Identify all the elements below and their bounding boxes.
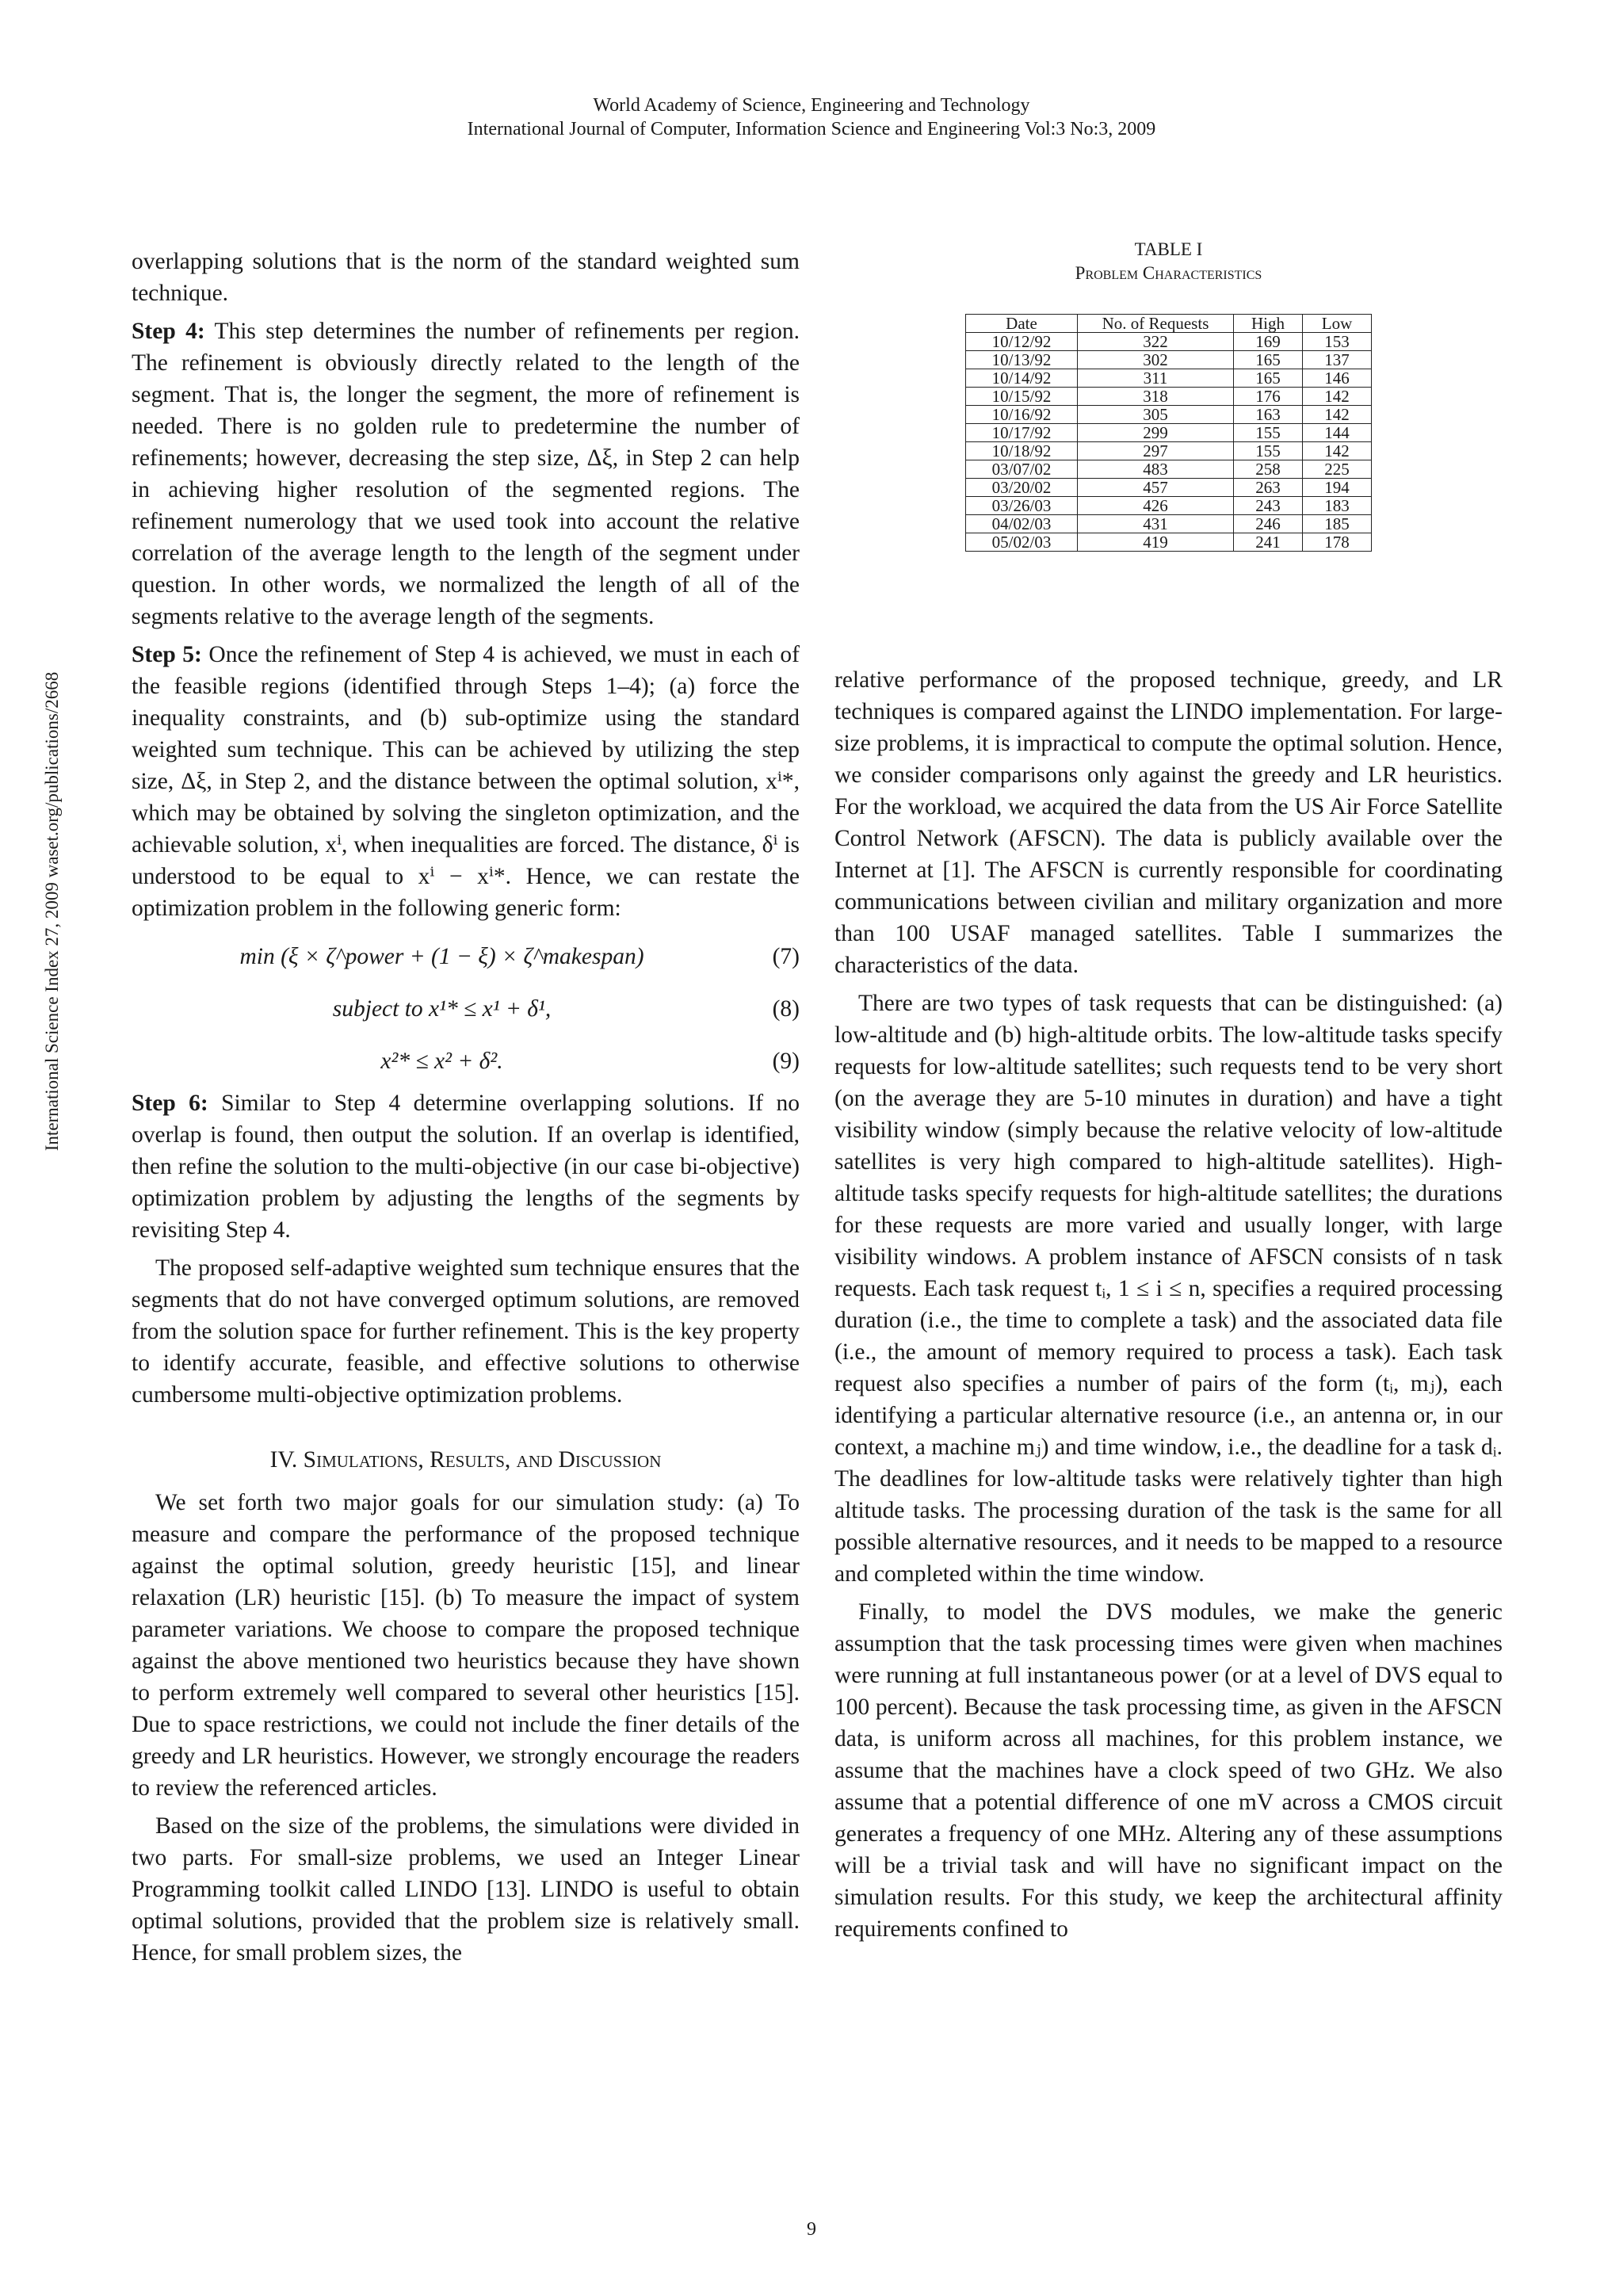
table-cell: 153 <box>1303 333 1372 351</box>
page-number: 9 <box>807 2219 816 2240</box>
table-cell: 10/18/92 <box>966 442 1078 460</box>
step-4-text: This step determines the number of refinements per region. The refinement is obviously directly related to the length of the segment. That is, the longer the segment, the more of refinement is needed. There is no golden rule to predetermine the number of refinements; however, decreasing the step size, Δξ, in Step 2 can help in achieving higher resolution of the segmented regions. The refinement numerology that we used took into account the relative correlation of the average length to the length of the segment under question. In other words, we normalized the length of all of the segments relative to the average length of the segments. <box>132 319 800 629</box>
equation-7-body: min (ξ × ζ^power + (1 − ξ) × ζ^makespan) <box>239 944 644 969</box>
table-cell: 10/16/92 <box>966 406 1078 424</box>
table-row <box>966 424 1372 442</box>
step-4-label: Step 4: <box>132 319 205 344</box>
table-header-cell: Low <box>1303 315 1372 333</box>
table-row <box>966 442 1372 460</box>
table-header-cell: High <box>1234 315 1303 333</box>
paragraph-continuation: overlapping solutions that is the norm of the standard weighted sum technique. <box>132 249 800 306</box>
table-cell: 185 <box>1303 515 1372 533</box>
step-6-label: Step 6: <box>132 1091 208 1116</box>
table-cell: 146 <box>1303 369 1372 388</box>
proposed-technique-paragraph: The proposed self-adaptive weighted sum technique ensures that the segments that do not have converged optimum solutions, are removed from the solution space for further refinement. This is the key property to identify accurate, feasible, and effective solutions to otherwise cumbersome multi-objective optimization problems. <box>132 1255 800 1408</box>
table-body <box>966 333 1372 552</box>
table-cell: 142 <box>1303 388 1372 406</box>
equation-9 <box>132 1035 800 1087</box>
table-cell: 137 <box>1303 351 1372 369</box>
simulation-parts-paragraph: Based on the size of the problems, the simulations were divided in two parts. For small-size problems, we used an Integer Linear Programming toolkit called LINDO [13]. LINDO is useful to obtain optimal solutions, provided that the problem size is relatively small. Hence, for small problem sizes, the <box>132 1813 800 1966</box>
table-cell: 483 <box>1078 460 1234 479</box>
table-cell: 10/12/92 <box>966 333 1078 351</box>
table-cell: 322 <box>1078 333 1234 351</box>
table-cell: 426 <box>1078 497 1234 515</box>
table-cell: 243 <box>1234 497 1303 515</box>
table-cell: 299 <box>1078 424 1234 442</box>
table-cell: 431 <box>1078 515 1234 533</box>
step-5-label: Step 5: <box>132 642 202 667</box>
table-header-row <box>966 315 1372 333</box>
goals-paragraph: We set forth two major goals for our simulation study: (a) To measure and compare the performance of the proposed technique against the optimal solution, greedy heuristic [15], and linear relaxation (LR) heuristic [15]. (b) To measure the impact of system parameter variations. We choose to compare the proposed technique against the above mentioned two heuristics because they have shown to perform extremely well compared to several other heuristics [15]. Due to space restrictions, we could not include the finer details of the greedy and LR heuristics. However, we strongly encourage the readers to review the referenced articles. <box>132 1490 800 1801</box>
left-column <box>132 246 800 1975</box>
equation-9-body: x²* ≤ x² + δ². <box>380 1049 503 1074</box>
table-cell: 165 <box>1234 351 1303 369</box>
table-row <box>966 351 1372 369</box>
table-cell: 297 <box>1078 442 1234 460</box>
table-cell: 246 <box>1234 515 1303 533</box>
table-cell: 457 <box>1078 479 1234 497</box>
journal-header <box>0 94 1623 141</box>
table-cell: 142 <box>1303 406 1372 424</box>
table-cell: 176 <box>1234 388 1303 406</box>
table-title: TABLE I <box>1134 239 1203 259</box>
table-row <box>966 497 1372 515</box>
table-row <box>966 479 1372 497</box>
table-row <box>966 533 1372 552</box>
table-cell: 169 <box>1234 333 1303 351</box>
table-cell: 258 <box>1234 460 1303 479</box>
step-5-paragraph <box>132 639 800 924</box>
table-row <box>966 460 1372 479</box>
table-row <box>966 406 1372 424</box>
table-cell: 142 <box>1303 442 1372 460</box>
step-6-text: Similar to Step 4 determine overlapping solutions. If no overlap is found, then output the solution. If an overlap is identified, then refine the solution to the multi-objective (in our case bi-objective) optimization problem by adjusting the lengths of the segments by revisiting Step 4. <box>132 1091 800 1243</box>
table-cell: 419 <box>1078 533 1234 552</box>
equation-8 <box>132 983 800 1035</box>
table-cell: 163 <box>1234 406 1303 424</box>
table-cell: 225 <box>1303 460 1372 479</box>
table-cell: 155 <box>1234 442 1303 460</box>
table-cell: 165 <box>1234 369 1303 388</box>
table-cell: 318 <box>1078 388 1234 406</box>
equation-7-number: (7) <box>772 944 800 969</box>
table-cell: 10/13/92 <box>966 351 1078 369</box>
table-row <box>966 369 1372 388</box>
step-6-paragraph <box>132 1087 800 1246</box>
equation-7 <box>132 930 800 983</box>
table-cell: 03/26/03 <box>966 497 1078 515</box>
table-cell: 311 <box>1078 369 1234 388</box>
table-cell: 183 <box>1303 497 1372 515</box>
table-cell: 302 <box>1078 351 1234 369</box>
table-row <box>966 388 1372 406</box>
header-line-1: World Academy of Science, Engineering and Technology <box>593 95 1030 116</box>
equation-9-number: (9) <box>772 1049 800 1074</box>
table-block <box>834 238 1503 552</box>
dvs-model-paragraph: Finally, to model the DVS modules, we make the generic assumption that the task processing times were given when machines were running at full instantaneous power (or at a level of DVS equal to 100 percent). Because the task processing time, as given in the AFSCN data, is uniform across all machines, for this problem instance, we assume that the machines have a clock speed of two GHz. We also assume that a potential difference of one mV across a CMOS circuit generates a frequency of one MHz. Altering any of these assumptions will be a trivial task and will have no significant impact on the simulation results. For this study, we keep the architectural affinity requirements confined to <box>834 1599 1503 1942</box>
step-4-paragraph <box>132 315 800 632</box>
table-cell: 10/17/92 <box>966 424 1078 442</box>
table-cell: 194 <box>1303 479 1372 497</box>
comparison-paragraph: relative performance of the proposed technique, greedy, and LR techniques is compared against the LINDO implementation. For large-size problems, it is impractical to compute the optimal solution. Hence, we consider comparisons only against the greedy and LR heuristics. For the workload, we acquired the data from the US Air Force Satellite Control Network (AFSCN). The data is publicly available over the Internet at [1]. The AFSCN is currently responsible for coordinating communications between civilian and military organization and more than 100 USAF managed satellites. Table I summarizes the characteristics of the data. <box>834 667 1503 978</box>
equation-8-body: subject to x¹* ≤ x¹ + δ¹, <box>332 996 552 1022</box>
right-column <box>834 664 1503 1951</box>
header-line-2: International Journal of Computer, Information Science and Engineering Vol:3 No:3, 2009 <box>467 119 1156 139</box>
table-cell: 10/14/92 <box>966 369 1078 388</box>
table-cell: 04/02/03 <box>966 515 1078 533</box>
table-cell: 263 <box>1234 479 1303 497</box>
table-cell: 241 <box>1234 533 1303 552</box>
side-index-note: International Science Index 27, 2009 waset.org/publications/2668 <box>42 671 62 1152</box>
section-heading: IV. Simulations, Results, and Discussion <box>269 1447 662 1473</box>
table-cell: 03/20/02 <box>966 479 1078 497</box>
equation-8-number: (8) <box>772 996 800 1022</box>
table-caption: Problem Characteristics <box>1075 263 1262 283</box>
table-cell: 305 <box>1078 406 1234 424</box>
table-cell: 10/15/92 <box>966 388 1078 406</box>
table-cell: 03/07/02 <box>966 460 1078 479</box>
table-cell: 144 <box>1303 424 1372 442</box>
table-cell: 05/02/03 <box>966 533 1078 552</box>
table-row <box>966 333 1372 351</box>
problem-characteristics-table <box>965 314 1372 552</box>
table-row <box>966 515 1372 533</box>
table-header-cell: Date <box>966 315 1078 333</box>
table-header-cell: No. of Requests <box>1078 315 1234 333</box>
task-types-paragraph: There are two types of task requests that can be distinguished: (a) low-altitude and (b) high-altitude orbits. The low-altitude tasks specify requests for low-altitude satellites; such requests tend to be very short (on the average they are 5-10 minutes in duration) and have a tight visibility window (simply because the relative velocity of low-altitude satellites is very high compared to high-altitude satellites). High-altitude tasks specify requests for high-altitude satellites; the durations for these requests are more varied and usually longer, with large visibility windows. A problem instance of AFSCN consists of n task requests. Each task request tᵢ, 1 ≤ i ≤ n, specifies a required processing duration (i.e., the time to complete a task) and the associated data file (i.e., the amount of memory required to process a task). Each task request also specifies a number of pairs of the form (tᵢ, mⱼ), each identifying a particular alternative resource (i.e., an antenna or, in our context, a machine mⱼ) and time window, i.e., the deadline for a task dᵢ. The deadlines for low-altitude tasks were relatively tighter than high altitude tasks. The processing duration of the task is the same for all possible alternative resources, and it needs to be mapped to a resource and completed within the time window. <box>834 991 1503 1587</box>
table-cell: 155 <box>1234 424 1303 442</box>
table-cell: 178 <box>1303 533 1372 552</box>
step-5-text: Once the refinement of Step 4 is achieved, we must in each of the feasible regions (identified through Steps 1–4); (a) force the inequality constraints, and (b) sub-optimize using the standard weighted sum technique. This can be achieved by utilizing the step size, Δξ, in Step 2, and the distance between the optimal solution, xⁱ*, which may be obtained by solving the singleton optimization, and the achievable solution, xⁱ, when inequalities are forced. The distance, δⁱ is understood to be equal to xⁱ − xⁱ*. Hence, we can restate the optimization problem in the following generic form: <box>132 642 800 921</box>
